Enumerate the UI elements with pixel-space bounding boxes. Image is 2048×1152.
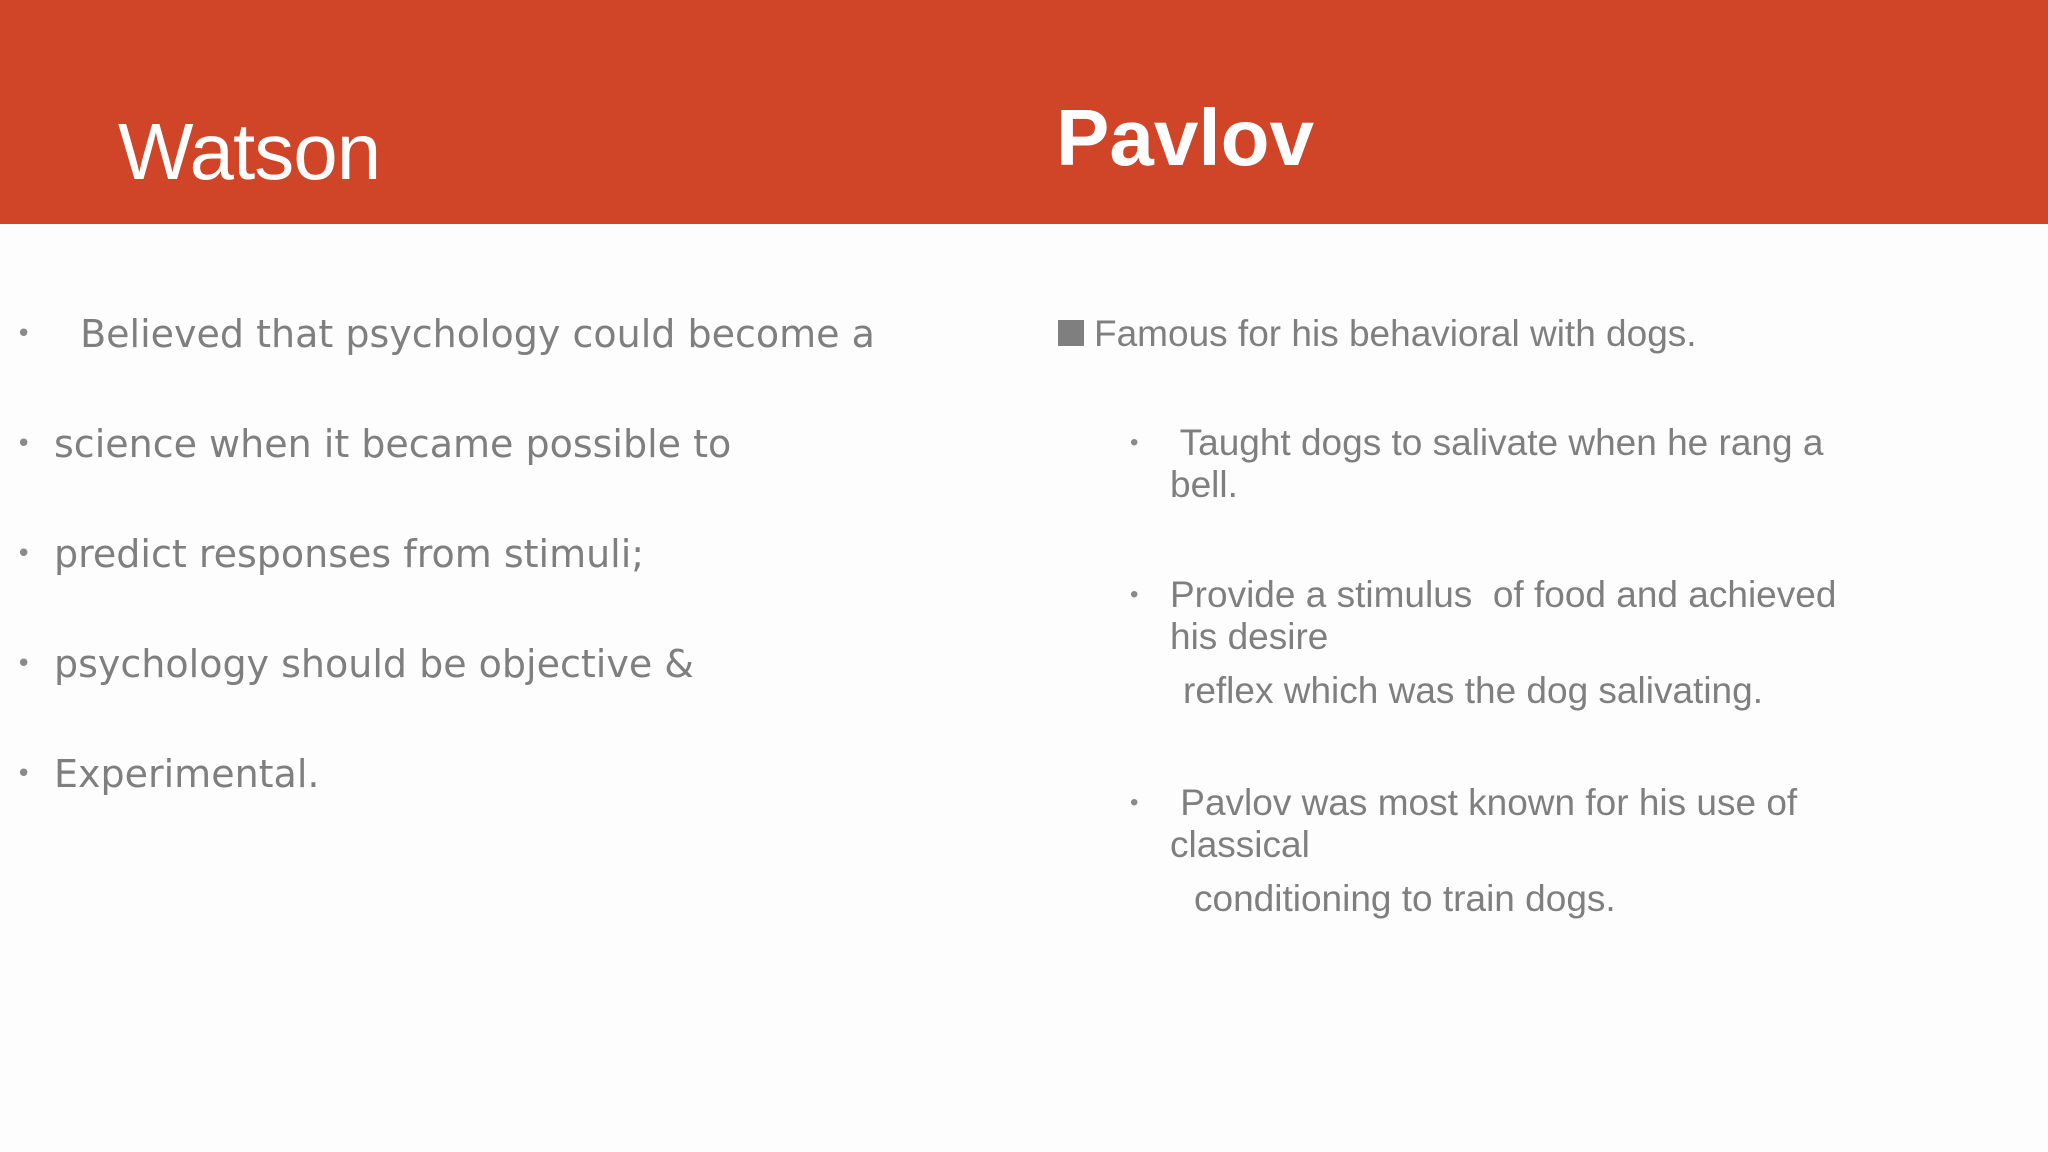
bullet-dot-icon: • (16, 429, 32, 459)
sub-bullet-line: classical (1170, 824, 1310, 865)
sub-bullet-line: Pavlov was most known for his use of (1170, 782, 1798, 823)
left-bullet-text: psychology should be objective & (54, 642, 694, 686)
square-bullet-icon (1058, 320, 1084, 346)
right-main-bullet-text: Famous for his behavioral with dogs. (1094, 313, 1697, 354)
left-bullet-text: predict responses from stimuli; (54, 532, 645, 576)
left-bullet-2 (0, 414, 990, 474)
sub-bullet-line: his desire (1170, 616, 1329, 657)
bullet-dot-icon: • (16, 649, 32, 679)
left-bullet-5 (0, 744, 990, 804)
left-bullet-text: science when it became possible to (54, 422, 732, 466)
sub-bullet-line: bell. (1170, 464, 1238, 505)
right-column-title: Pavlov (1056, 93, 1314, 182)
left-bullet-text: Experimental. (54, 752, 320, 796)
bullet-dot-icon: • (16, 539, 32, 569)
left-bullet-1 (0, 304, 990, 364)
bullet-dot-icon: • (16, 319, 32, 349)
bullet-dot-icon: • (1130, 581, 1139, 608)
left-bullet-3 (0, 524, 990, 584)
left-bullet-4 (0, 634, 990, 694)
left-bullet-text: Believed that psychology could become a (68, 312, 875, 356)
sub-bullet-continuation: reflex which was the dog salivating. (1183, 670, 1763, 711)
bullet-dot-icon: • (16, 759, 32, 789)
bullet-dot-icon: • (1130, 429, 1139, 456)
sub-bullet-line: Taught dogs to salivate when he rang a (1170, 422, 1824, 463)
sub-bullet-continuation: conditioning to train dogs. (1194, 878, 1616, 919)
left-column-title: Watson (118, 107, 381, 196)
sub-bullet-line: Provide a stimulus of food and achieved (1170, 574, 1837, 615)
bullet-dot-icon: • (1130, 789, 1139, 816)
